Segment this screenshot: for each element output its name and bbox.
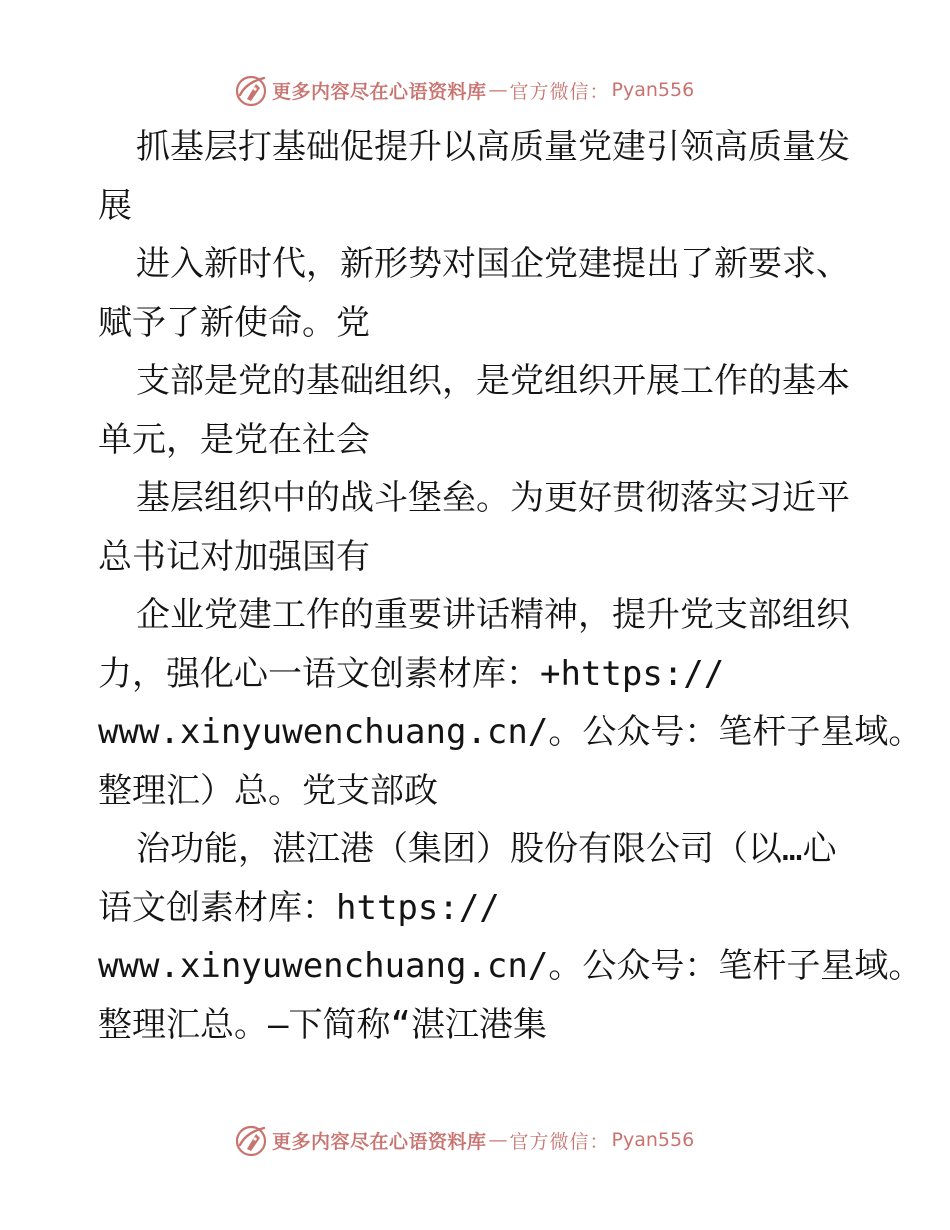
body-line: 支部是党的基础组织，是党组织开展工作的基本 (136, 361, 850, 401)
header-wechat-label: 官方微信： (509, 80, 610, 103)
footer-wechat-id: Pyan556 (611, 1129, 695, 1151)
body-line: 单元，是党在社会 (98, 419, 370, 460)
header-banner-separator: — (488, 79, 508, 101)
body-line: 企业党建工作的重要讲话精神，提升党支部组织 (136, 595, 850, 635)
footer-banner-separator: — (488, 1129, 508, 1151)
header-banner-text: 更多内容尽在心语资料库 (272, 80, 487, 103)
body-line: 展 (98, 185, 132, 226)
body-line: 力，强化心一语文创素材库：+https:// (98, 653, 725, 694)
body-line: 抓基层打基础促提升以高质量党建引领高质量发 (136, 127, 850, 167)
body-line: 赋予了新使命。党 (98, 302, 370, 343)
footer-wechat-label: 官方微信： (509, 1130, 610, 1153)
header-banner (234, 70, 724, 110)
footer-banner (234, 1120, 724, 1160)
pen-nib-circle-icon (234, 73, 268, 107)
body-line: 整理汇）总。党支部政 (98, 770, 438, 811)
header-wechat-id: Pyan556 (611, 79, 695, 101)
pen-nib-circle-icon (234, 1123, 268, 1157)
body-line: 整理汇总。—下简称“湛江港集 (98, 1004, 547, 1045)
body-line: www.xinyuwenchuang.cn/。公众号：笔杆子星域。 (98, 946, 923, 986)
body-line: 进入新时代，新形势对国企党建提出了新要求、 (136, 244, 850, 284)
footer-banner-text: 更多内容尽在心语资料库 (272, 1130, 487, 1153)
body-line: 总书记对加强国有 (98, 536, 370, 577)
body-line: 基层组织中的战斗堡垒。为更好贯彻落实习近平 (136, 478, 850, 518)
body-line: 治功能，湛江港（集团）股份有限公司（以…心 (136, 829, 837, 869)
body-line: www.xinyuwenchuang.cn/。公众号：笔杆子星域。 (98, 712, 923, 752)
document-body (98, 118, 923, 1054)
body-line: 语文创素材库：https:// (98, 887, 500, 928)
